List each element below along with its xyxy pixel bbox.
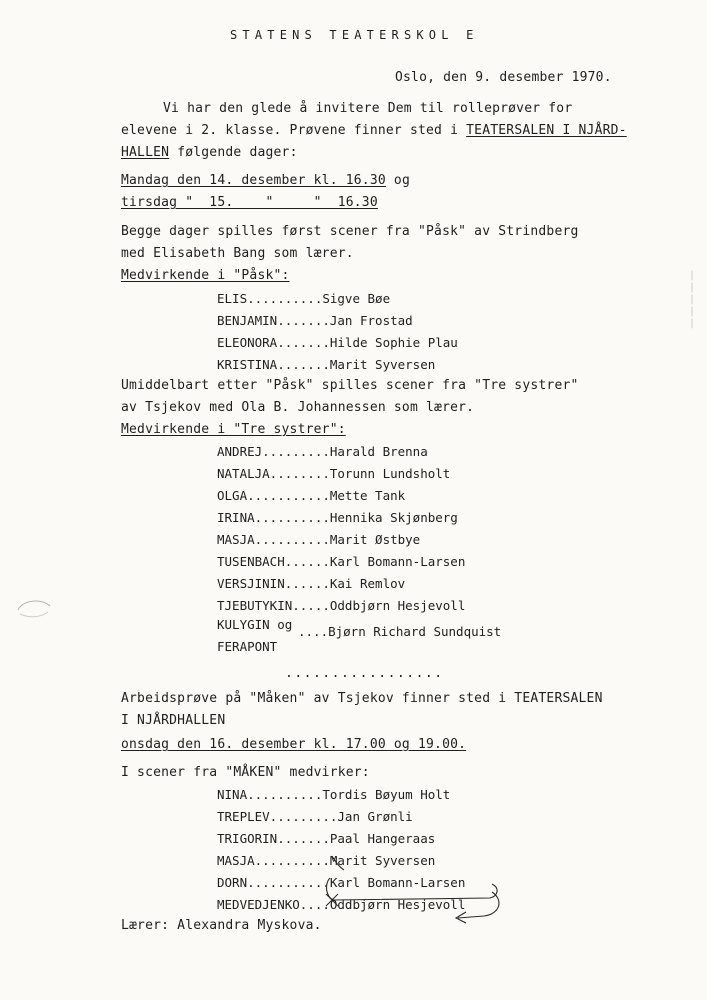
maken-intro-2: I NJÅRDHALLEN — [121, 713, 226, 728]
cast-line: DORN...........Karl Bomann-Larsen — [217, 875, 466, 890]
cast-line: TREPLEV.........Jan Grønli — [217, 809, 413, 824]
cast-line: MASJA..........Marit Syversen — [217, 853, 436, 868]
cast-line: MASJA..........Marit Østbye — [217, 532, 421, 547]
date-line: Oslo, den 9. desember 1970. — [395, 70, 612, 85]
cast-line: KRISTINA.......Marit Syversen — [217, 357, 436, 372]
cast-line: ANDREJ.........Harald Brenna — [217, 444, 428, 459]
intro-line-2 — [121, 123, 627, 139]
tre-systrer-intro-2: av Tsjekov med Ola B. Johannessen som lærer. — [121, 400, 475, 415]
maken-teacher: Lærer: Alexandra Myskova. — [121, 918, 322, 933]
pask-cast-heading: Medvirkende i "Påsk": — [121, 268, 290, 283]
pask-intro-1: Begge dager spilles først scener fra "Påsk" av Strindberg — [121, 224, 579, 239]
punch-hole-mark — [14, 596, 54, 620]
tre-systrer-intro-1: Umiddelbart etter "Påsk" spilles scener fra "Tre systrer" — [121, 378, 579, 393]
cast-line: ELEONORA.......Hilde Sophie Plau — [217, 335, 458, 350]
cast-line: IRINA..........Hennika Skjønberg — [217, 510, 458, 525]
pask-intro-2: med Elisabeth Bang som lærer. — [121, 246, 354, 261]
maken-cast-heading: I scener fra "MÅKEN" medvirker: — [121, 765, 370, 780]
dates-line-1 — [121, 173, 410, 189]
cast-role-kulygin: KULYGIN og — [217, 617, 293, 632]
school-title: STATENS TEATERSKOL E — [230, 28, 479, 42]
cast-line: OLGA...........Mette Tank — [217, 488, 406, 503]
cast-line: TJEBUTYKIN.....Oddbjørn Hesjevoll — [217, 598, 466, 613]
edge-marks: | | | | | — [688, 270, 695, 329]
intro-line-3 — [121, 145, 298, 161]
cast-line: VERSJININ......Kai Remlov — [217, 576, 406, 591]
cast-line: BENJAMIN.......Jan Frostad — [217, 313, 413, 328]
cast-role-ferapont: FERAPONT — [217, 639, 278, 654]
cast-line: NINA..........Tordis Bøyum Holt — [217, 787, 451, 802]
maken-date: onsdag den 16. desember kl. 17.00 og 19.00. — [121, 737, 467, 752]
section-separator: ................. — [285, 666, 444, 681]
intro-venue-underlined-2: HALLEN — [121, 145, 170, 160]
intro-line-1: Vi har den glede å invitere Dem til rolleprøver for — [163, 101, 573, 116]
cast-line: MEDVEDJENKO....Oddbjørn Hesjevoll — [217, 897, 466, 912]
intro-line-3-text: følgende dager: — [169, 145, 298, 160]
cast-line: ELIS..........Sigve Bøe — [217, 291, 391, 306]
date-monday: Mandag den 14. desember kl. 16.30 — [121, 173, 386, 188]
cast-line: TRIGORIN.......Paal Hangeraas — [217, 831, 436, 846]
date-tuesday: tirsdag " 15. " " 16.30 — [121, 195, 378, 210]
intro-line-2-text: elevene i 2. klasse. Prøvene finner sted i — [121, 123, 467, 138]
dates-line-1-text: og — [385, 173, 410, 188]
maken-intro-1: Arbeidsprøve på "Måken" av Tsjekov finner sted i TEATERSALEN — [121, 691, 603, 706]
handwritten-swap-marks — [318, 848, 508, 928]
cast-line: NATALJA........Torunn Lundsholt — [217, 466, 451, 481]
cast-line: TUSENBACH......Karl Bomann-Larsen — [217, 554, 466, 569]
tre-systrer-cast-heading: Medvirkende i "Tre systrer": — [121, 422, 346, 437]
intro-venue-underlined: TEATERSALEN I NJÅRD- — [466, 123, 627, 138]
cast-actor-sundquist: ....Bjørn Richard Sundquist — [298, 624, 502, 639]
